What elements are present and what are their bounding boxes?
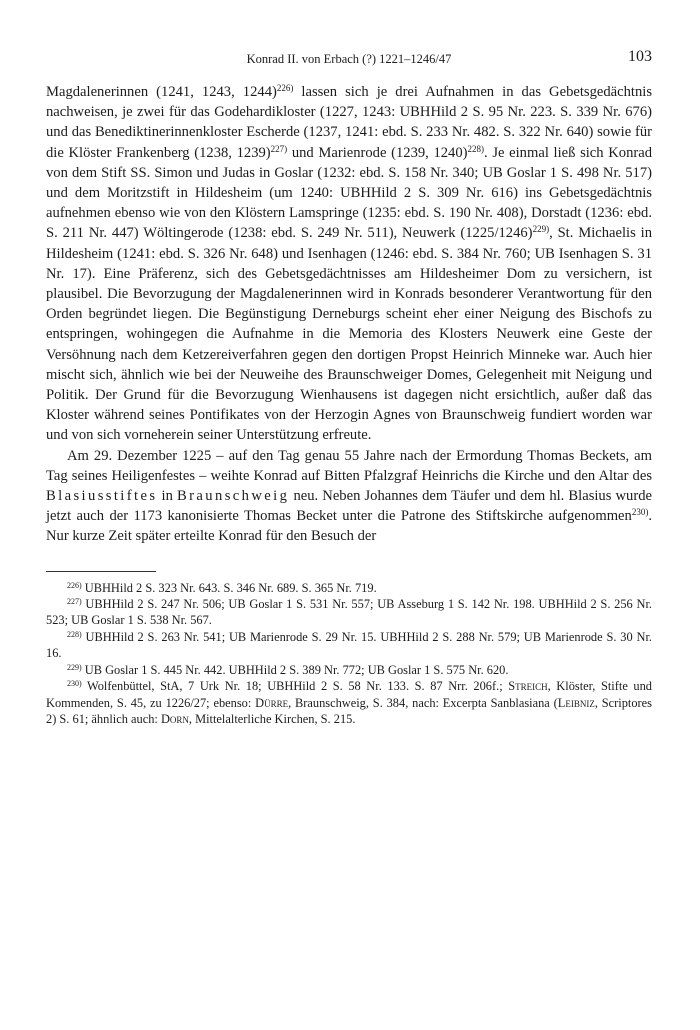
footnote-ref-228[interactable]: 228) bbox=[467, 143, 485, 154]
footnote-mark: 228) bbox=[67, 629, 82, 639]
footnote-mark: 227) bbox=[67, 597, 82, 607]
footnote-229: $^{229)}$ UB Goslar 1 S. 445 Nr. 442. UBHHild 2 S. 389 Nr. 772; UB Goslar 1 S. 575 Nr. 620. bbox=[67, 662, 509, 677]
footnote-mark: 229) bbox=[67, 662, 82, 672]
author-name: Streich bbox=[508, 679, 548, 694]
footnote-226: $^{226)}$ UBHHild 2 S. 323 Nr. 643. S. 346 Nr. 689. S. 365 Nr. 719. bbox=[67, 580, 377, 595]
author-name: Dürre bbox=[255, 695, 289, 710]
footnote-mark: 230) bbox=[67, 679, 82, 689]
footnote-230: $^{230)}$ Wolfenbüttel, StA, 7 Urk Nr. 18; UBHHild 2 S. 58 Nr. 133. S. 87 Nrr. 206f.; Streich, Klöster, Stifte und Kommenden, S. 45, zu 1226/27; ebenso: Dürre, Braunschweig, S. 384, nach: Excerpta Sanblasiana (Leibniz, Scriptores 2) S. 61; ähnlich auch: Dorn, Mittelalterliche Kirchen, S. 215. bbox=[46, 679, 652, 726]
footnote-ref-226[interactable]: 226) bbox=[276, 83, 294, 93]
paragraph-1: Magdalenerinnen (1241, 1243, 1244)$^{226)}$ lassen sich je drei Aufnahmen in das Gebetsgedächtnis nachweisen, je zwei für das Godehardikloster (1227, 1243: UBHHild 2 S. 95 Nr. 223. S. 339 Nr. 676) und das Benediktinerinnenkloster Escherde (1237, 1241: ebd. S. 233 Nr. 482. S. 322 Nr. 640) sowie für die Klöster Frankenberg (1238, 1239)$^{227)}$ und Marienrode (1239, 1240)$^{228)}$. Je einmal ließ sich Konrad von dem Stift SS. Simon und Judas in Goslar (1232: ebd. S. 158 Nr. 340; UB Goslar 1 S. 498 Nr. 517) und dem Moritzstift in Hildesheim (um 1240: UBHHild 2 S. 309 Nr. 616) ins Gebetsgedächtnis aufnehmen ebenso wie von den Klöstern Lamspringe (1235: ebd. S. 190 Nr. 408), Dorstadt (1236: ebd. S. 211 Nr. 447) Wöltingerode (1238: ebd. S. 249 Nr. 511), Neuwerk $(1225/1246)^{229)}$, St. Michaelis in Hildesheim (1241: ebd. S. 326 Nr. 648) und Isenhagen (1246: ebd. S. 384 Nr. 760; UB Isenhagen S. 31 Nr. 17). Eine Präferenz, sich des Gebetsgedächtnisses am Hildesheimer Dom zu versichern, ist plausibel. Die Bevorzugung der Magdalenerinnen wird in Konrads besonderer Verantwortung für den Orden begründet liegen. Die Begünstigung Derneburgs scheint eher einer Neigung des Bischofs zu entspringen, wohingegen die Aufnahme in die Memoria des Klosters Neuwerk eine Geste der Versöhnung nach dem Ketzereiverfahren gegen den dortigen Propst Heinrich Minneke war. Auch hier mischt sich, ähnlich wie bei der Neuweihe des Braunschweiger Domes, Gelegenheit mit Neigung und Politik. Der Grund für die Bevorzugung Wienhausens ist dagegen nicht ersichtlich, außer daß das Kloster während seines Pontifikates von der Herzogin Agnes von Braunschweig fundiert worden war und von sich vorneherein seiner Unterstützung erfreute. bbox=[46, 83, 653, 444]
spaced-emphasis: Braunschweig bbox=[177, 488, 290, 505]
running-title: Konrad II. von Erbach (?) 1221–1246/47 bbox=[246, 52, 452, 66]
paragraph-2: Am 29. Dezember 1225 – auf den Tag genau 55 Jahre nach der Ermordung Thomas Beckets, am Tag seines Heiligenfestes – weihte Konrad auf Bitten Pfalzgraf Heinrichs die Kirche und den Altar des Blasiusstiftes in Braunschweig neu. Neben Johannes dem Täufer und dem hl. Blasius wurde jetzt auch der 1173 kanonisierte Thomas Becket unter die Patrone des Stiftskirche aufgenommen$^{230)}$. Nur kurze Zeit später erteilte Konrad für den Besuch der bbox=[46, 447, 652, 545]
footnotes bbox=[46, 580, 652, 728]
page-number: 103 bbox=[628, 48, 652, 65]
spaced-emphasis: Blasiusstiftes bbox=[46, 488, 158, 505]
main-text bbox=[46, 82, 652, 547]
footnote-ref-229[interactable]: 229) bbox=[532, 224, 550, 235]
footnote-228: $^{228)}$ UBHHild 2 S. 263 Nr. 541; UB Marienrode S. 29 Nr. 15. UBHHild 2 S. 288 Nr. 579; UB Marienrode S. 30 Nr. 16. bbox=[46, 629, 652, 661]
footnote-ref-230[interactable]: 230) bbox=[631, 507, 649, 518]
running-header bbox=[46, 48, 652, 70]
footnote-divider bbox=[46, 571, 156, 572]
author-name: Leibniz bbox=[557, 695, 595, 710]
author-name: Dorn bbox=[160, 711, 189, 726]
book-page bbox=[46, 48, 652, 727]
footnote-ref-227[interactable]: 227) bbox=[270, 143, 288, 154]
footnote-227: $^{227)}$ UBHHild 2 S. 247 Nr. 506; UB Goslar 1 S. 531 Nr. 557; UB Asseburg 1 S. 142 Nr. 198. UBHHild 2 S. 256 Nr. 523; UB Goslar 1 S. 538 Nr. 567. bbox=[46, 597, 652, 628]
footnote-mark: 226) bbox=[67, 580, 82, 590]
